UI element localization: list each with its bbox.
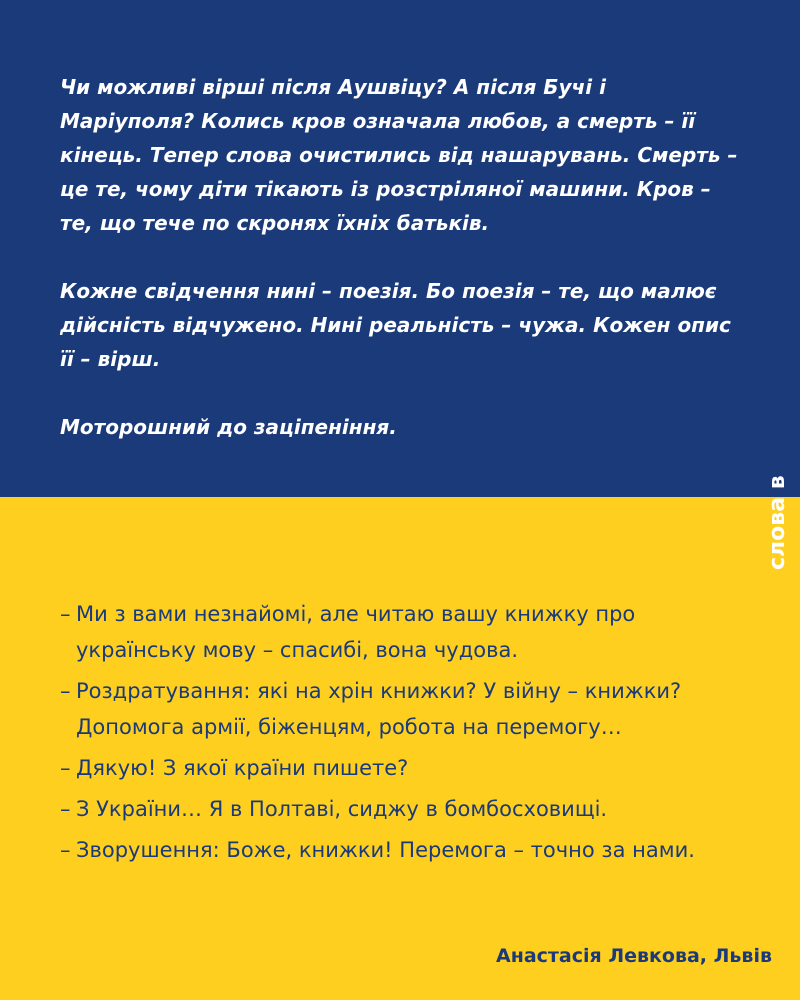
poem-text	[60, 70, 740, 478]
dialog-list	[60, 596, 760, 873]
dialog-line-text: Ми з вами незнайомі, але читаю вашу книжку про українську мову – спасибі, вона чудова.	[76, 602, 636, 662]
dash-marker: –	[60, 838, 71, 862]
dialog-line-text: Зворушення: Боже, книжки! Перемога – точно за нами.	[76, 838, 695, 862]
brand-logo	[758, 380, 798, 570]
author-signature: Анастасія Левкова, Львів	[495, 945, 772, 967]
dialog-line-text: З України… Я в Полтаві, сиджу в бомбосховищі.	[76, 797, 608, 821]
brand-logo-part-1: слова в	[765, 475, 790, 570]
dash-marker: –	[60, 679, 71, 703]
dash-marker: –	[60, 756, 71, 780]
dialog-line	[60, 673, 760, 745]
dash-marker: –	[60, 602, 71, 626]
dialog-line	[60, 791, 760, 827]
poem-paragraph: Чи можливі вірші після Аушвіцу? А після Бучі і Маріуполя? Колись кров означала любов, а смерть – її кінець. Тепер слова очистились від нашарувань. Смерть – це те, чому діти тікають із розстріляної машини. Кров – те, що тече по скронях їхніх батьків.	[60, 75, 738, 235]
dialog-line-text: Роздратування: які на хрін книжки? У війну – книжки? Допомога армії, біженцям, робота на перемогу…	[76, 679, 682, 739]
poem-paragraph: Кожне свідчення нині – поезія. Бо поезія – те, що малює дійсність відчужено. Нині реальність – чужа. Кожен опис її – вірш.	[60, 279, 731, 371]
dialog-line	[60, 596, 760, 668]
dialog-line-text: Дякую! З якої країни пишете?	[76, 756, 409, 780]
dash-marker: –	[60, 797, 71, 821]
brand-logo-part-2: дію	[765, 414, 790, 462]
dialog-line	[60, 832, 760, 868]
poem-paragraph: Моторошний до заціпеніння.	[60, 415, 397, 439]
dialog-line	[60, 750, 760, 786]
